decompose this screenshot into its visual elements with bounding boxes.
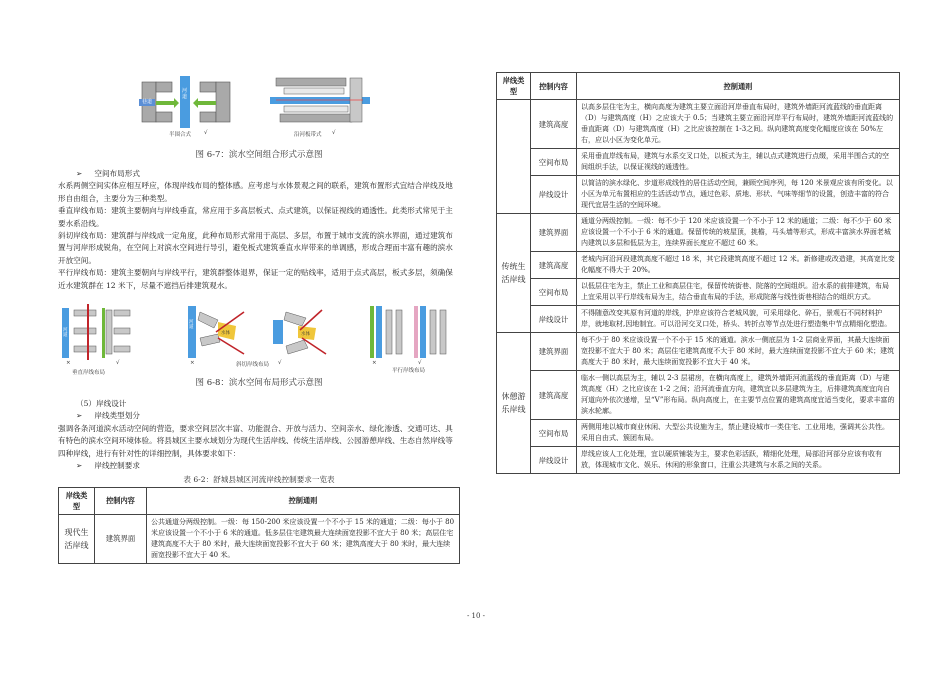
cell-rule: 老城内河沿河段建筑高度不超过 18 米，其它段建筑高度不超过 12 米。新修建或改造建，其高宽比变化幅度不得大于 20%。 [577, 252, 900, 279]
check-along-river: √ [332, 130, 336, 136]
figure-6-7-caption: 图 6-7：滨水空间组合形式示意图 [195, 150, 323, 160]
cell-type: 休憩游乐岸线 [497, 333, 531, 474]
cell-item: 建筑界面 [531, 333, 577, 371]
bullet-arrow-icon: ➢ [76, 169, 83, 178]
header-type: 岸线类型 [497, 73, 531, 100]
section-shoreline-design: （5）岸线设计 [76, 399, 127, 409]
bullet-arrow-icon: ➢ [76, 461, 83, 471]
cell-type: 现代生活岸线 [59, 514, 95, 563]
cell-rule: 每不少于 80 米应该设置一个不小于 15 米的通道。滨水一侧底层为 1-2 层商业界面，其最大连续面宽投影不宜大于 80 米；高层住宅建筑高度不大于 80 米时，最大连续面宽投影不宜大于 60 米；建筑高度大于 80 米时，最大连续面宽投影不宜大于 40 米。 [577, 333, 900, 371]
cell-rule: 岸线应该人工化处理，宜以硬质铺装为主，要求色彩活跃，精细化处理，局部沿河部分应该有收有放，体现城市文化、娱乐、休闲的形象窗口，注重公共建筑与水系之间的关系。 [577, 447, 900, 474]
label-water-1: 水体 [221, 331, 230, 337]
table-right [496, 72, 900, 474]
header-type: 岸线类型 [59, 487, 95, 514]
cell-rule: 以简洁的滨水绿化、步道形成线性的居住活动空间，兼顾空间序列，每 120 米景观应该有所变化。以小区为单元布置相应的生活活动节点，通过色彩、质地、形状、气味等细节的设置，创造丰富的符合现代宜居生活的空间环境。 [577, 176, 900, 214]
cross-parallel: × [372, 360, 377, 367]
paragraph-vertical-layout: 垂直岸线布局：建筑主要朝向与岸线垂直，常应用于多高层板式、点式建筑，以保证视线的通透性。此类形式常见于主要水系沿线。 [58, 206, 453, 228]
cell-item: 岸线设计 [531, 306, 577, 333]
table-row [497, 333, 900, 371]
cell-rule: 以高多层住宅为主，横向高度为建筑主要立面沿河岸垂直布局时，建筑外墙距河流蓝线的垂直距离（D）与建筑高度（H）之应该大于 0.5；当建筑主要立面沿河岸平行布局时，建筑外墙距河流蓝线的垂直距离（D）与建筑高度（H）之比应该控制在 1-3之间。纵向建筑高度变化幅度应该在 50%左右，应以小区为变化单元。 [577, 100, 900, 149]
table-row [497, 447, 900, 474]
figure-6-7-graphic [58, 68, 460, 146]
cell-type [497, 100, 531, 214]
header-rule: 控制通则 [147, 487, 460, 514]
cell-rule: 不得随意改变其原有河道的岸线，护岸应该符合老城风貌，可采用绿化、碎石，景观石不同材料护岸，就地取材,因地制宜。可以沿河交叉口处，桥头、转折点等节点处进行塑造集中节点精细化塑造。 [577, 306, 900, 333]
heading-layout-forms: ➢ 空间布局形式 [76, 169, 140, 178]
label-river-vertical: 河道 [182, 88, 188, 100]
paragraph-oblique-layout: 斜切岸线布局：建筑群与岸线成一定角度，此种布局形式常用于高层、多层，布置于城市支流的滨水界面，通过建筑布置与河岸形成锐角，在空间上对滨水空间进行导引，避免板式建筑垂直水岸带来的单调感，形成合理而丰富有趣的滨水开放空间。 [58, 231, 453, 265]
heading-shoreline-control: ➢ 岸线控制要求 [76, 461, 140, 471]
heading-shoreline-types: ➢ 岸线类型划分 [76, 411, 140, 421]
label-along-river: 沿河板带式 [294, 132, 322, 138]
header-item: 控制内容 [95, 487, 147, 514]
figure-6-7 [58, 68, 460, 158]
label-oblique-layout: 斜切岸线布局 [236, 362, 270, 369]
label-vertical-layout: 垂直岸线布局 [72, 370, 106, 377]
paragraph-parallel-layout: 平行岸线布局：建筑主要朝向与岸线平行，建筑群整体退界，保证一定的贴线率，适用于点式高层，板式多层，须确保近水建筑群在 12 米下，尽量不遮挡后排建筑观水。 [58, 268, 453, 290]
table-row [497, 371, 900, 420]
table-left [58, 487, 460, 564]
label-river-2: 河道 [189, 320, 194, 331]
cell-rule: 临水一侧以高层为主，辅以 2-3 层裙房，在横向高度上，建筑外墙距河流蓝线的垂直距离（D）与建筑高度（H）之比应该在 1-2 之间；沿河流垂直方向，建筑宜以多层建筑为主，后排建筑高度宜向自河道向外依次递增，呈“V”形布局。纵向高度上，在主要节点位置的建筑高度宜适当变化，要求丰富的滨水轮廓。 [577, 371, 900, 420]
label-river-1: 河道 [63, 328, 68, 339]
table-row [497, 214, 900, 252]
cell-item: 岸线设计 [531, 447, 577, 474]
cell-rule: 采用垂直岸线布局，建筑与水系交叉口处，以板式为主，辅以点式建筑进行点缀，采用半围合式的空间组织手法，以保证视线的通透性。 [577, 149, 900, 176]
cell-item: 空间布局 [531, 149, 577, 176]
check-semi-enclosed: √ [204, 130, 208, 136]
check-oblique: √ [278, 360, 282, 367]
table-row [497, 420, 900, 447]
cell-item: 空间布局 [531, 279, 577, 306]
cross-oblique: × [190, 360, 195, 367]
bullet-arrow-icon: ➢ [76, 411, 83, 421]
paragraph-shoreline-types: 强调各条河道滨水活动空间的营造，要求空间层次丰富、功能混合、开放与活力、空间亲水、绿化渗透、交通可达、具有特色的滨水空间环境体验。将县城区主要水域划分为现代生活岸线、传统生活岸线、公园游憩岸线、生态自然岸线等四种岸线，进行有针对性的详细控制，具体要求如下： [58, 423, 453, 458]
table-row [497, 306, 900, 333]
table-6-2-title: 表 6-2：舒城县城区河流岸线控制要求一览表 [183, 474, 335, 484]
cell-item: 建筑高度 [531, 371, 577, 420]
cross-vertical: × [66, 360, 71, 367]
cell-rule: 以低层住宅为主，禁止工业和高层住宅，保留传统街巷、院落的空间组织。沿水系的前排建筑，布局上宜采用以平行岸线布局为主，结合垂直布局的手法，形成院落与线性街巷相结合的组织方式。 [577, 279, 900, 306]
cell-rule: 两侧用地以城市商业休闲、大型公共设施为主，禁止建设城市一类住宅、工业用地，强调其公共性。采用自由式、簇团布局。 [577, 420, 900, 447]
cell-item: 建筑界面 [531, 214, 577, 252]
table-row [497, 176, 900, 214]
label-semi-enclosed: 半围合式 [169, 132, 192, 138]
figure-6-8-caption: 图 6-8：滨水空间布局形式示意图 [195, 378, 323, 389]
label-cul-de-sac: 巷道 [142, 99, 153, 105]
cell-item: 建筑高度 [531, 252, 577, 279]
cell-item: 建筑高度 [531, 100, 577, 149]
label-water-2: 水体 [301, 332, 310, 338]
table-row [59, 514, 460, 563]
table-row [497, 279, 900, 306]
check-parallel: √ [418, 360, 422, 367]
check-vertical: √ [116, 360, 120, 367]
paragraph-layout-intro: 水系两侧空间实体应相互呼应，体现岸线布局的整体感。应考虑与水体景观之间的联系，建筑布置形式宜结合岸线及地形自由组合，主要分为三种类型。 [58, 181, 453, 203]
header-rule: 控制通则 [577, 73, 900, 100]
figure-6-8 [58, 298, 460, 388]
table-row [497, 149, 900, 176]
cell-type: 传统生活岸线 [497, 214, 531, 333]
cell-rule: 通道分两级控制。一级：每不少于 120 米应该设置一个不小于 12 米的通道；二级：每不少于 60 米应该设置一个不小于 6 米的通道。保留传统的坡屋顶，挑檐，马头墙等形式，形成丰富滨水界面老城内建筑以多层和低层为主，连续界面长度应不超过 60 米。 [577, 214, 900, 252]
page-number: - 10 - [466, 612, 486, 620]
label-parallel-layout: 平行岸线布局 [392, 368, 426, 375]
cell-item: 岸线设计 [531, 176, 577, 214]
left-column [58, 68, 460, 564]
header-item: 控制内容 [531, 73, 577, 100]
cell-rule: 公共通道分两级控制。一级：每 150-200 米应该设置一个不小于 15 米的通道；二级：每小于 80 米应该设置一个不小于 6 米的通道。低多层住宅建筑最大连续面宽投影不宜大于 80 米；高层住宅建筑高度不大于 80 米时，最大连续面宽投影不宜大于 60 米；建筑高度大于 80 米时，最大连续面宽投影不宜大于 40 米。 [147, 514, 460, 563]
cell-item: 建筑界面 [95, 514, 147, 563]
cell-item: 空间布局 [531, 420, 577, 447]
table-row [497, 100, 900, 149]
right-column [496, 72, 900, 474]
table-row [497, 252, 900, 279]
